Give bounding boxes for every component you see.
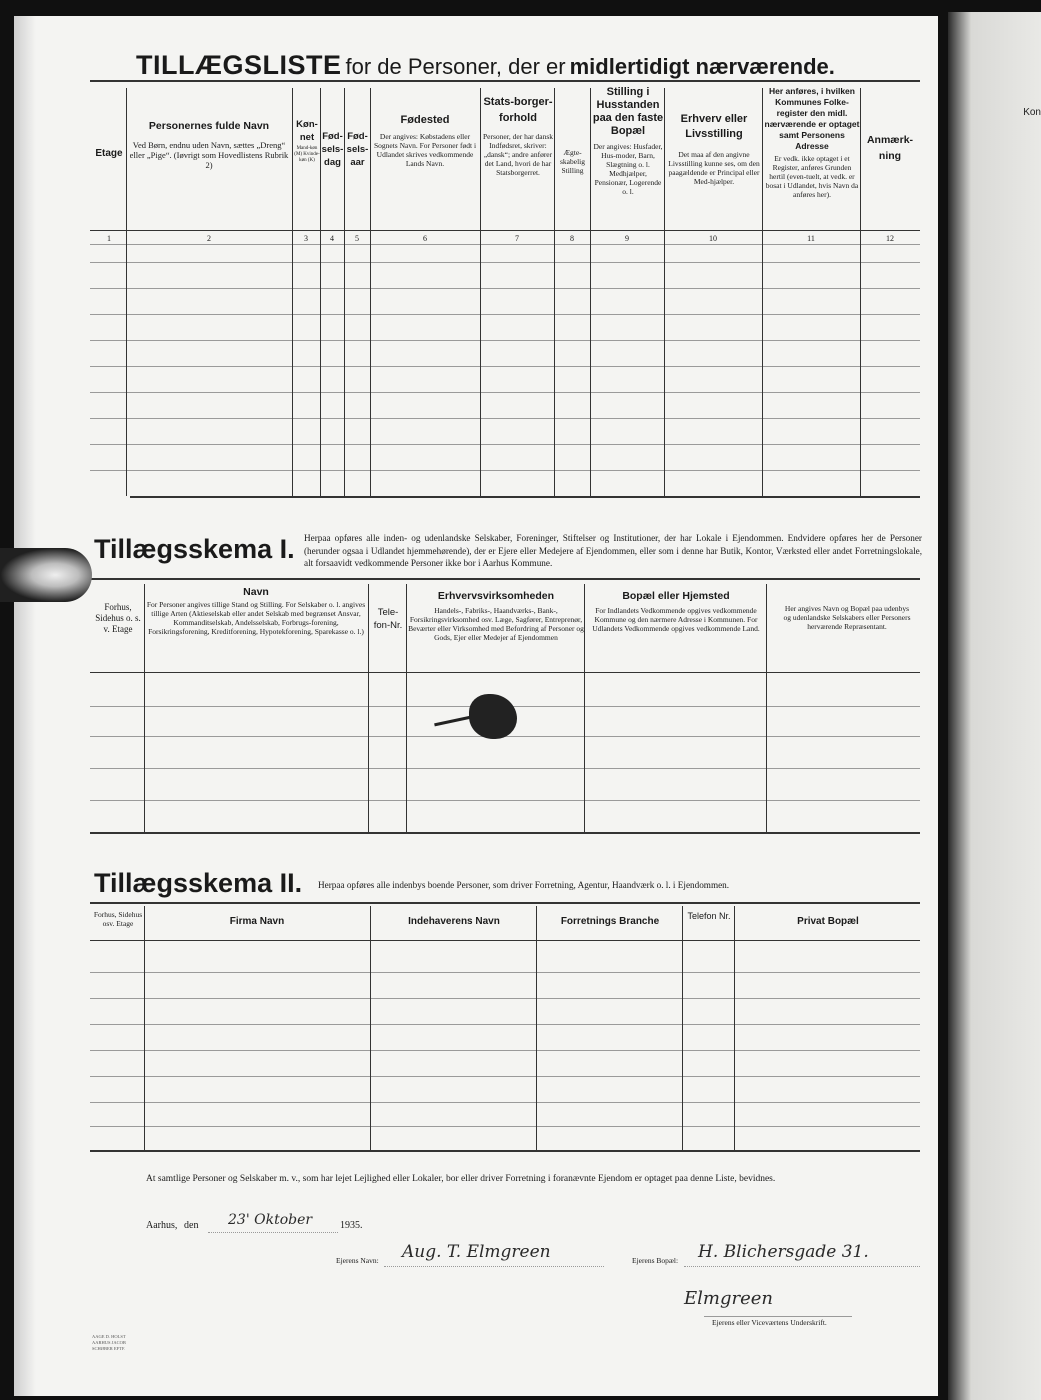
owner-name-label: Ejerens Navn: (336, 1256, 379, 1265)
skema2-col-divider (734, 906, 735, 1150)
date-dotted-line (208, 1232, 338, 1233)
col-foedselsdag-head: Fød-sels-dag (321, 131, 344, 168)
page-spine (14, 16, 36, 1396)
skema2-row-line (90, 1126, 920, 1127)
skema2-col-divider (536, 906, 537, 1150)
main-title-mid: for de Personer, der er (345, 54, 566, 79)
col-number: 6 (423, 234, 427, 243)
col-navn-desc: Ved Børn, endnu uden Navn, sættes „Dreng“ eller „Pige“. (Iøvrigt som Hovedlistens Rubrik 2) (129, 140, 289, 170)
skema1-col-divider (368, 584, 369, 832)
skema1-col-telefon: Tele-fon-Nr. (373, 607, 403, 631)
col-number: 12 (886, 234, 894, 243)
col-statsborger-desc: Personer, der har dansk Indfødsret, skriver: „dansk“; andre anfører det Land, hvori de har Statsborgerret. (482, 132, 554, 177)
main-col-divider (590, 88, 591, 496)
printer-imprint: AAGE D. HOLST AARHUS JACOB SCHØBER EFTF. (92, 1334, 126, 1351)
col-erhverv-desc: Det maa af den angivne Livsstilling kunne ses, om den paagældende er Principal eller Med-hjælper. (668, 150, 760, 186)
col-number: 8 (570, 234, 574, 243)
skema1-col-navn-desc: For Personer angives tillige Stand og Stilling. For Selskaber o. l. angives tillige Arten (Aktieselskab eller andet Selskab med begrænset Ansvar, Kommanditselskab, Andelsselskab, Forbrugs-forening, Forsikringsforening, Kreditforening, Hypotekforening, Sparekasse o. l.) (146, 600, 366, 636)
skema1-row-line (90, 768, 920, 769)
main-col-divider (664, 88, 665, 496)
main-row-line (90, 418, 920, 419)
skema1-top-line (90, 578, 920, 580)
skema2-title: Tillægsskema II. (94, 868, 303, 898)
col-number: 7 (515, 234, 519, 243)
skema2-col-bopael: Privat Bopæl (797, 916, 859, 927)
skema1-col-erhverv-header (408, 590, 584, 642)
col-husstand-header (592, 86, 664, 196)
col-folkeregister-header (764, 86, 860, 199)
signature-handwritten: Elmgreen (684, 1288, 773, 1309)
col-koen-head: Køn-net (296, 119, 318, 143)
main-title (136, 50, 926, 81)
col-koen-header (294, 118, 320, 164)
col-foedested-desc: Der angives: Købstadens eller Sognets Navn. For Personer født i Udlandet skrives vedkommende Lands Navn. (373, 132, 477, 168)
adjacent-page (948, 12, 1041, 1400)
owner-name-dotted-line (384, 1266, 604, 1267)
main-table-top-line (90, 80, 920, 82)
skema2-col-divider (370, 906, 371, 1150)
col-koen-desc: Mand-køn (M) Kvinde-køn (K) (294, 146, 320, 163)
main-row-line (90, 366, 920, 367)
main-row-line (90, 262, 920, 263)
skema2-col-indehaver: Indehaverens Navn (408, 916, 500, 927)
col-number: 2 (207, 234, 211, 243)
col-number: 3 (304, 234, 308, 243)
signature-line (704, 1316, 852, 1317)
thumb-shadow (0, 548, 92, 602)
main-col-divider (126, 88, 127, 496)
skema2-col-telefon: Telefon Nr. (687, 911, 731, 921)
attestation-text: At samtlige Personer og Selskaber m. v., som har lejet Lejlighed eller Lokaler, bor eller driver Forretning i foranævnte Ejendom er optaget paa denne Liste, bevidnes. (146, 1174, 776, 1184)
main-row-line (90, 392, 920, 393)
col-navn-head: Personernes fulde Navn (148, 120, 270, 132)
main-table-header-line (90, 230, 920, 231)
skema2-row-line (90, 998, 920, 999)
skema2-row-line (90, 1076, 920, 1077)
skema2-header-line (90, 940, 920, 941)
main-row-line (90, 444, 920, 445)
skema1-col-divider (406, 584, 407, 832)
col-number: 10 (709, 234, 717, 243)
owner-name-handwritten: Aug. T. Elmgreen (402, 1242, 551, 1262)
col-husstand-head: Stilling i Husstanden paa den faste Bopæl (592, 86, 664, 137)
main-title-bold2: midlertidigt nærværende. (569, 54, 835, 79)
col-foedested-head: Fødested (400, 114, 450, 126)
signature-label: Ejerens eller Viceværtens Underskrift. (712, 1318, 827, 1327)
skema1-header-line (90, 672, 920, 673)
col-number: 5 (355, 234, 359, 243)
skema2-col-firma: Firma Navn (229, 916, 285, 927)
main-row-line (90, 340, 920, 341)
main-table-bottom-line (130, 496, 920, 498)
main-col-divider (370, 88, 371, 496)
col-number: 11 (807, 234, 815, 243)
col-statsborger-head: Stats-borger-forhold (483, 96, 553, 124)
skema1-col-repraesentant: Her angives Navn og Bopæl paa udenbys og udenlandske Selskabers eller Personers herværende Repræsentant. (783, 604, 911, 631)
col-erhverv-header (666, 112, 762, 186)
year-label: 1935. (340, 1220, 363, 1231)
main-col-divider (860, 88, 861, 496)
col-etage-head: Etage (95, 148, 123, 159)
skema1-col-navn-head: Navn (243, 586, 269, 598)
col-statsborger-header (482, 94, 554, 177)
skema1-bottom-line (90, 832, 920, 834)
col-aegteskab-head: Ægte-skabelig Stilling (560, 148, 585, 175)
skema1-row-line (90, 800, 920, 801)
col-anmaerkning-head: Anmærk-ning (866, 134, 914, 162)
skema2-col-etage: Forhus, Sidehus osv. Etage (93, 910, 143, 928)
skema2-intro: Herpaa opføres alle indenbys boende Personer, som driver Forretning, Agentur, Haandværk o. l. i Ejendommen. (318, 880, 730, 890)
skema2-row-line (90, 972, 920, 973)
skema1-col-divider (766, 584, 767, 832)
skema1-col-erhverv-desc: Handels-, Fabriks-, Haandværks-, Bank-, Forsikringsvirksomhed osv. Læge, Sagfører, Entreprenør, Beværter eller Virksomhed med Befordring af Personer og Gods, Ejer eller Medejer af Ejendommen (408, 606, 584, 642)
skema1-col-bopael-header (586, 590, 766, 633)
main-col-divider (762, 88, 763, 496)
skema2-col-branche: Forretnings Branche (560, 916, 660, 927)
skema2-row-line (90, 1050, 920, 1051)
skema1-col-divider (584, 584, 585, 832)
main-row-line (90, 288, 920, 289)
col-number: 9 (625, 234, 629, 243)
skema1-col-etage: Forhus, Sidehus o. s. v. Etage (95, 602, 141, 634)
skema2-col-divider (144, 906, 145, 1150)
skema2-bottom-line (90, 1150, 920, 1152)
den-label: den (184, 1220, 199, 1231)
skema1-col-erhverv-head: Erhvervsvirksomheden (437, 590, 555, 602)
col-foedested-header (372, 114, 478, 168)
main-row-line (90, 314, 920, 315)
main-col-divider (480, 88, 481, 496)
col-navn-header (128, 120, 290, 170)
main-title-bold: TILLÆGSLISTE (136, 50, 342, 80)
skema1-col-bopael-desc: For Indlandets Vedkommende opgives vedkommende Kommune og den nærmere Adresse i Kommunen. For Udlandets Vedkommende opgives vedkommende Land. (592, 606, 760, 633)
form-page (14, 16, 938, 1396)
col-folkeregister-desc: Er vedk. ikke optaget i et Register, anføres Grunden hertil (even-tuelt, at vedk. er bosat i Udlandet, hvis Navn da anføres her). (765, 154, 859, 199)
skema1-col-divider (144, 584, 145, 832)
owner-address-dotted-line (684, 1266, 920, 1267)
skema1-intro: Herpaa opføres alle inden- og udenlandske Selskaber, Foreninger, Stiftelser og Institutioner, der har Lokale i Ejendommen. Endvidere opføres her de Personer (herunder ogsaa i Udlandet hjemmehørende), der er Ejere eller Medejere af Ejendommen, eller som i denne har Butik, Kontor, Værksted eller andet Forretningslokale, alt forsaavidt vedkommende Personer ikke bor i Aarhus Kommune. (304, 533, 922, 568)
col-number: 4 (330, 234, 334, 243)
owner-address-label: Ejerens Bopæl: (632, 1256, 679, 1265)
skema1-col-bopael-head: Bopæl eller Hjemsted (622, 590, 730, 602)
col-number: 1 (107, 234, 111, 243)
skema2-col-divider (682, 906, 683, 1150)
adjacent-page-text: Kon (1023, 107, 1041, 118)
skema1-col-navn-header (146, 586, 366, 636)
col-husstand-desc: Der angives: Husfader, Hus-moder, Barn, Slægtning o. l. Medhjælper, Pensionær, Logerende o. l. (593, 142, 663, 196)
col-erhverv-head: Erhverv eller Livsstilling (680, 113, 748, 140)
date-handwritten: 23' Oktober (228, 1212, 313, 1228)
ink-blot (469, 694, 517, 739)
main-col-divider (292, 88, 293, 496)
col-foedselsaar-head: Fød-sels-aar (346, 131, 369, 168)
city-label: Aarhus, (146, 1220, 178, 1231)
skema2-row-line (90, 1024, 920, 1025)
skema2-row-line (90, 1102, 920, 1103)
main-row-line (90, 244, 920, 245)
skema2-top-line (90, 902, 920, 904)
owner-address-handwritten: H. Blichersgade 31. (698, 1242, 869, 1262)
col-folkeregister-head: Her anføres, i hvilken Kommunes Folke-register den midl. nærværende er optaget samt Personens Adresse (764, 86, 860, 151)
main-row-line (90, 470, 920, 471)
skema1-title: Tillægsskema I. (94, 534, 295, 564)
